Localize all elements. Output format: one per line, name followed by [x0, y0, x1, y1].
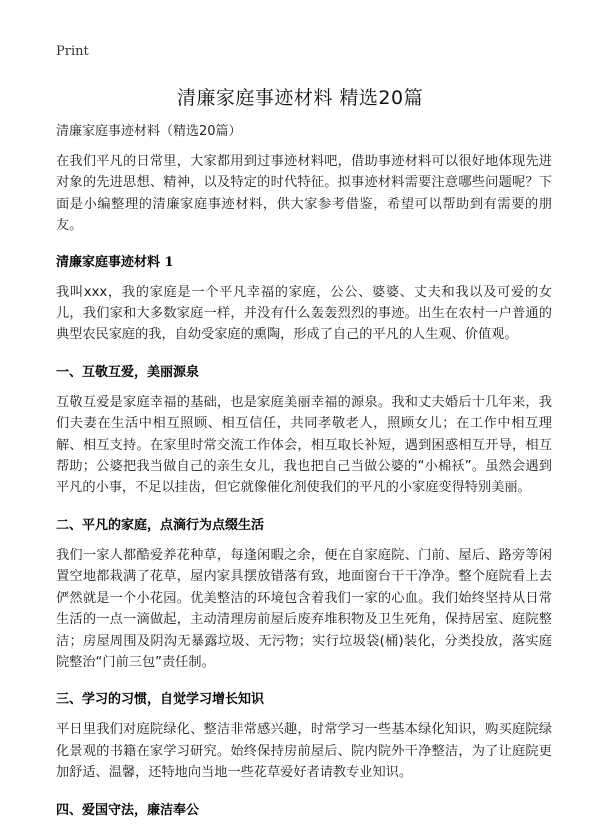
- document-subtitle: 清廉家庭事迹材料（精选20篇）: [56, 124, 242, 139]
- section-heading-2: 二、平凡的家庭，点滴行为点缀生活: [56, 517, 265, 533]
- document-title: 清廉家庭事迹材料 精选20篇: [176, 87, 424, 109]
- intro-paragraph: 在我们平凡的日常里，大家都用到过事迹材料吧，借助事迹材料可以很好地体现先进对象的先进思想、精神，以及特定的时代特征。拟事迹材料需要注意哪些问题呢？下面是小编整理的清廉家庭事迹材料，供大家参考借鉴，希望可以帮助到有需要的朋友。: [56, 154, 552, 234]
- section-heading-4: 四、爱国守法，廉洁奉公: [56, 802, 200, 818]
- print-label[interactable]: Print: [56, 44, 89, 59]
- document-body: [56, 122, 552, 820]
- section-heading-1: 一、互敬互爱，美丽源泉: [56, 364, 200, 380]
- article-intro-paragraph: 我叫xxx，我的家庭是一个平凡幸福的家庭，公公、婆婆、丈夫和我以及可爱的女儿，我们家和大多数家庭一样，并没有什么轰轰烈烈的事迹。出生在农村一户普通的典型农民家庭的我，自幼受家庭的熏陶，形成了自己的平凡的人生观、价值观。: [56, 284, 552, 343]
- section-body-3: 平日里我们对庭院绿化、整洁非常感兴趣，时常学习一些基本绿化知识，购买庭院绿化景观的书籍在家学习研究。始终保持房前屋后、院内院外干净整洁，为了让庭院更加舒适、温馨，还特地向当地一些花草爱好者请教专业知识。: [56, 722, 552, 781]
- section-body-1: 互敬互爱是家庭幸福的基础，也是家庭美丽幸福的源泉。我和丈夫婚后十几年来，我们夫妻在生活中相互照顾、相互信任，共同孝敬老人，照顾女儿；在工作中相互理解、相互支持。在家里时常交流工作体会，相互取长补短，遇到困惑相互开导，相互帮助；公婆把我当做自己的亲生女儿，我也把自己当做公婆的“小棉袄”。虽然会遇到平凡的小事，不足以挂齿，但它就像催化剂使我们的平凡的小家庭变得特别美丽。: [56, 394, 552, 496]
- article-heading: 清廉家庭事迹材料 1: [56, 254, 174, 270]
- section-heading-3: 三、学习的习惯，自觉学习增长知识: [56, 692, 265, 708]
- section-body-2: 我们一家人都酷爱养花种草，每逢闲暇之余，便在自家庭院、门前、屋后、路旁等闲置空地都栽满了花草，屋内家具摆放错落有致，地面窗台干干净净。整个庭院看上去俨然就是一个小花园。优美整洁的环境包含着我们一家的心血。我们始终坚持从日常生活的一点一滴做起，主动清理房前屋后废弃堆积物及卫生死角，保持居室、庭院整洁；房屋周围及阴沟无暴露垃圾、无污物；实行垃圾袋(桶)装化，分类投放，落实庭院整治“门前三包”责任制。: [56, 547, 552, 670]
